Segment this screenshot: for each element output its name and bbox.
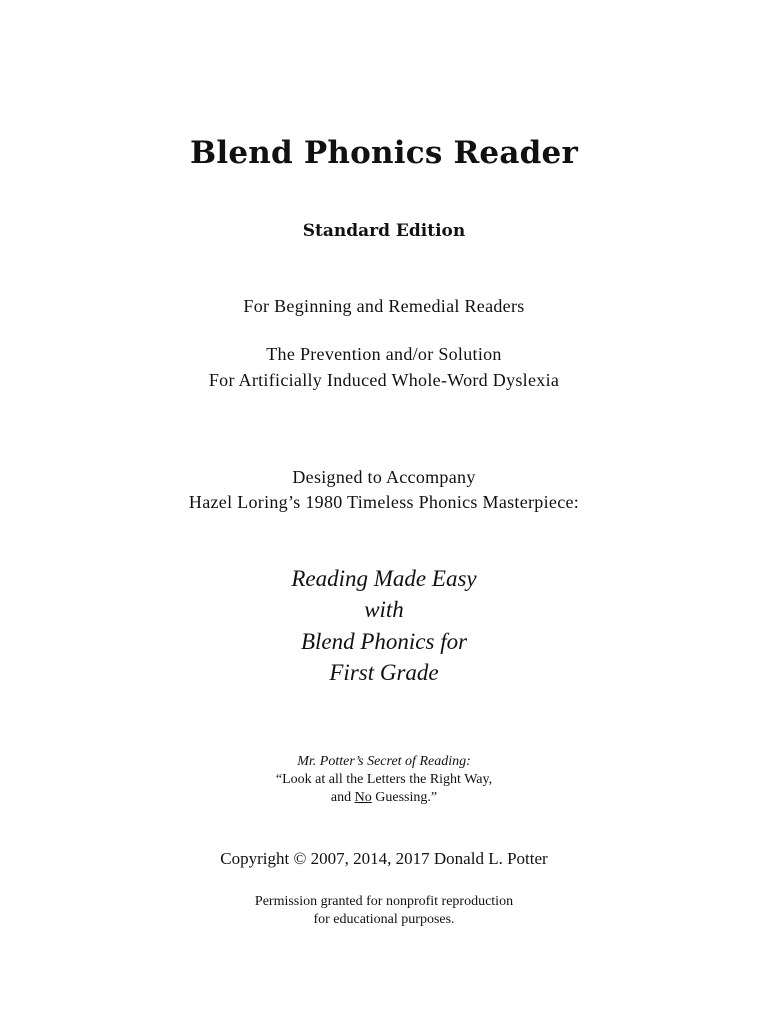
prevention-line-2: For Artificially Induced Whole-Word Dyslexia bbox=[208, 370, 560, 390]
secret-line-1: “Look at all the Letters the Right Way, bbox=[275, 772, 493, 787]
book-title-line-1: Reading Made Easy bbox=[291, 566, 477, 591]
secret-line-2 bbox=[0, 790, 768, 806]
accompany-line-1: Designed to Accompany bbox=[292, 467, 476, 487]
permission-line-1: Permission granted for nonprofit reproduction bbox=[254, 894, 514, 909]
secret-line-2-suffix: Guessing.” bbox=[371, 790, 438, 805]
secret-line-2-prefix: and bbox=[330, 790, 355, 805]
secret-heading: Mr. Potter’s Secret of Reading: bbox=[297, 754, 471, 769]
document-title: Blend Phonics Reader bbox=[190, 135, 578, 171]
audience-line: For Beginning and Remedial Readers bbox=[243, 296, 525, 316]
secret-underlined-word: No bbox=[354, 790, 372, 805]
accompany-line-2: Hazel Loring’s 1980 Timeless Phonics Masterpiece: bbox=[188, 492, 580, 512]
book-title-line-3: Blend Phonics for bbox=[300, 629, 468, 654]
edition-label: Standard Edition bbox=[302, 221, 466, 241]
book-title-line-2: with bbox=[364, 597, 404, 622]
book-title-line-4: First Grade bbox=[329, 660, 439, 685]
copyright-notice: Copyright © 2007, 2014, 2017 Donald L. Potter bbox=[220, 849, 548, 868]
prevention-line-1: The Prevention and/or Solution bbox=[266, 344, 502, 364]
permission-line-2: for educational purposes. bbox=[313, 912, 455, 927]
